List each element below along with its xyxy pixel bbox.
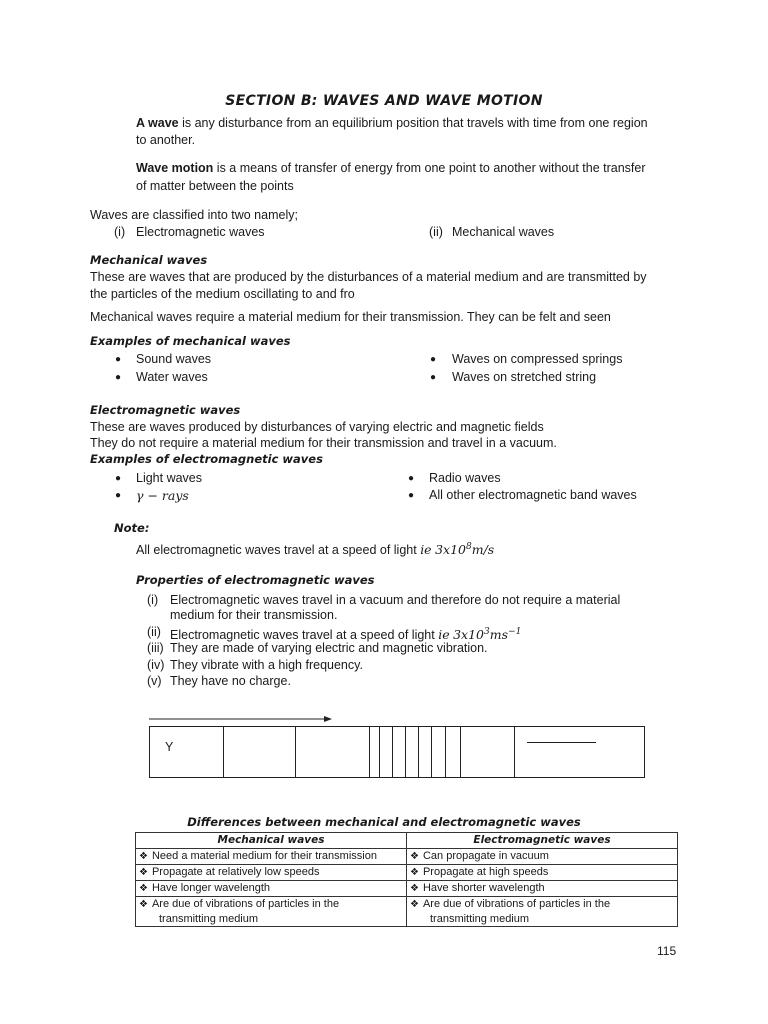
diamond-bullet-icon: ❖ bbox=[410, 867, 419, 878]
em-example: Light waves bbox=[136, 471, 203, 485]
spectrum-divider bbox=[369, 727, 370, 777]
wave-term: A wave bbox=[136, 116, 179, 130]
spectrum-divider bbox=[460, 727, 461, 777]
note-text bbox=[136, 539, 494, 559]
cell-text: Have longer wavelength bbox=[151, 882, 270, 894]
mechanical-example: Waves on stretched string bbox=[452, 370, 597, 384]
differences-table bbox=[135, 832, 678, 927]
em-line2: They do not require a material medium for their transmission and travel in a vacuum. bbox=[90, 436, 557, 450]
property-line: medium for their transmission. bbox=[170, 608, 338, 622]
wave-definition bbox=[136, 115, 648, 132]
table-header: Mechanical waves bbox=[136, 833, 407, 849]
mechanical-heading: Mechanical waves bbox=[90, 253, 208, 267]
spectrum-blank-line bbox=[527, 742, 596, 743]
property-num: (ii) bbox=[147, 625, 161, 639]
diff-table-title: Differences between mechanical and electromagnetic waves bbox=[187, 815, 581, 829]
property-line: They vibrate with a high frequency. bbox=[170, 658, 363, 672]
spectrum-divider bbox=[295, 727, 296, 777]
cell-text: Need a material medium for their transmission bbox=[151, 850, 377, 862]
diamond-bullet-icon: ❖ bbox=[410, 899, 419, 910]
table-cell bbox=[407, 849, 678, 865]
wave-motion-definition bbox=[136, 160, 646, 177]
mechanical-p1-line1: These are waves that are produced by the disturbances of a material medium and are transmitted by bbox=[90, 270, 647, 284]
em-heading: Electromagnetic waves bbox=[90, 403, 241, 417]
spectrum-first-label: Y bbox=[165, 740, 174, 754]
table-cell bbox=[136, 849, 407, 865]
spectrum-divider bbox=[392, 727, 393, 777]
motion-def-line2: of matter between the points bbox=[136, 179, 294, 193]
em-line1: These are waves produced by disturbances of varying electric and magnetic fields bbox=[90, 420, 544, 434]
mechanical-example: Water waves bbox=[136, 370, 208, 384]
note-body: All electromagnetic waves travel at a speed of light bbox=[136, 543, 421, 558]
cell-text: Are due of vibrations of particles in the bbox=[151, 898, 340, 910]
cell-text: transmitting medium bbox=[159, 913, 259, 925]
spectrum-divider bbox=[405, 727, 406, 777]
mechanical-p2: Mechanical waves require a material medium for their transmission. They can be felt and seen bbox=[90, 310, 611, 324]
property-math-sup: 3 bbox=[484, 627, 490, 637]
cell-text: Can propagate in vacuum bbox=[422, 850, 549, 862]
bullet-icon: ● bbox=[408, 490, 415, 501]
property-body: Electromagnetic waves travel at a speed of light bbox=[170, 628, 439, 643]
table-row bbox=[136, 897, 678, 927]
classified-item1-num: (i) bbox=[114, 225, 126, 239]
diamond-bullet-icon: ❖ bbox=[410, 883, 419, 894]
cell-text: Propagate at high speeds bbox=[422, 866, 549, 878]
diamond-bullet-icon: ❖ bbox=[410, 851, 419, 862]
diamond-bullet-icon: ❖ bbox=[139, 867, 148, 878]
wave-def-line2: to another. bbox=[136, 133, 196, 147]
bullet-icon: ● bbox=[115, 354, 122, 365]
classified-item1: Electromagnetic waves bbox=[136, 225, 265, 239]
wave-def-line1: is any disturbance from an equilibrium position that travels with time from one region bbox=[178, 116, 648, 130]
spectrum-divider bbox=[223, 727, 224, 777]
diamond-bullet-icon: ❖ bbox=[139, 899, 148, 910]
table-cell bbox=[136, 881, 407, 897]
property-math-a: 3x10 bbox=[453, 627, 485, 643]
mechanical-example: Waves on compressed springs bbox=[452, 352, 623, 366]
motion-def-line1: is a means of transfer of energy from one point to another without the transfer bbox=[213, 161, 646, 175]
diamond-bullet-icon: ❖ bbox=[139, 883, 148, 894]
page-title: SECTION B: WAVES AND WAVE MOTION bbox=[225, 93, 543, 109]
wave-motion-term: Wave motion bbox=[136, 161, 214, 175]
property-num: (iv) bbox=[147, 658, 165, 672]
table-row bbox=[136, 849, 678, 865]
mechanical-example: Sound waves bbox=[136, 352, 212, 366]
cell-text: Are due of vibrations of particles in the bbox=[422, 898, 611, 910]
note-math-sup: 8 bbox=[466, 542, 472, 552]
spectrum-divider bbox=[431, 727, 432, 777]
em-example: Radio waves bbox=[429, 471, 501, 485]
table-header: Electromagnetic waves bbox=[407, 833, 678, 849]
bullet-icon: ● bbox=[115, 372, 122, 383]
table-cell bbox=[136, 897, 407, 927]
property-line: They are made of varying electric and magnetic vibration. bbox=[170, 641, 488, 655]
table-row bbox=[136, 881, 678, 897]
cell-text: Have shorter wavelength bbox=[422, 882, 545, 894]
property-num: (i) bbox=[147, 593, 159, 607]
bullet-icon: ● bbox=[115, 473, 122, 484]
property-line: Electromagnetic waves travel in a vacuum and therefore do not require a material bbox=[170, 593, 621, 607]
em-example: All other electromagnetic band waves bbox=[429, 488, 637, 502]
page-number: 115 bbox=[657, 944, 677, 958]
em-spectrum-diagram bbox=[149, 726, 645, 778]
table-cell bbox=[407, 897, 678, 927]
bullet-icon: ● bbox=[115, 490, 122, 501]
spectrum-divider bbox=[445, 727, 446, 777]
note-math-a: 3x10 bbox=[435, 542, 466, 558]
table-cell bbox=[136, 865, 407, 881]
diamond-bullet-icon: ❖ bbox=[139, 851, 148, 862]
spectrum-divider bbox=[514, 727, 515, 777]
table-row bbox=[136, 865, 678, 881]
table-header-row bbox=[136, 833, 678, 849]
property-num: (iii) bbox=[147, 641, 164, 655]
spectrum-divider bbox=[418, 727, 419, 777]
mechanical-examples-heading: Examples of mechanical waves bbox=[90, 334, 291, 348]
note-heading: Note: bbox=[114, 521, 150, 535]
bullet-icon: ● bbox=[430, 372, 437, 383]
cell-text: transmitting medium bbox=[430, 913, 530, 925]
direction-arrow-icon bbox=[148, 713, 334, 725]
table-cell bbox=[407, 865, 678, 881]
cell-text: Propagate at relatively low speeds bbox=[151, 866, 320, 878]
property-line: They have no charge. bbox=[170, 674, 291, 688]
classified-intro: Waves are classified into two namely; bbox=[90, 208, 298, 222]
properties-heading: Properties of electromagnetic waves bbox=[136, 573, 375, 587]
table-cell bbox=[407, 881, 678, 897]
note-math-b: m/s bbox=[471, 542, 495, 558]
property-math-ie: ie bbox=[438, 627, 450, 643]
note-math-ie: ie bbox=[420, 542, 432, 558]
em-example: γ − rays bbox=[136, 488, 189, 503]
classified-item2: Mechanical waves bbox=[452, 225, 555, 239]
property-math-b: ms bbox=[489, 627, 509, 643]
property-num: (v) bbox=[147, 674, 162, 688]
mechanical-p1-line2: the particles of the medium oscillating to and fro bbox=[90, 287, 355, 301]
classified-item2-num: (ii) bbox=[429, 225, 443, 239]
property-math-sup2: −1 bbox=[508, 627, 522, 637]
bullet-icon: ● bbox=[430, 354, 437, 365]
spectrum-divider bbox=[379, 727, 380, 777]
bullet-icon: ● bbox=[408, 473, 415, 484]
em-examples-heading: Examples of electromagnetic waves bbox=[90, 452, 323, 466]
